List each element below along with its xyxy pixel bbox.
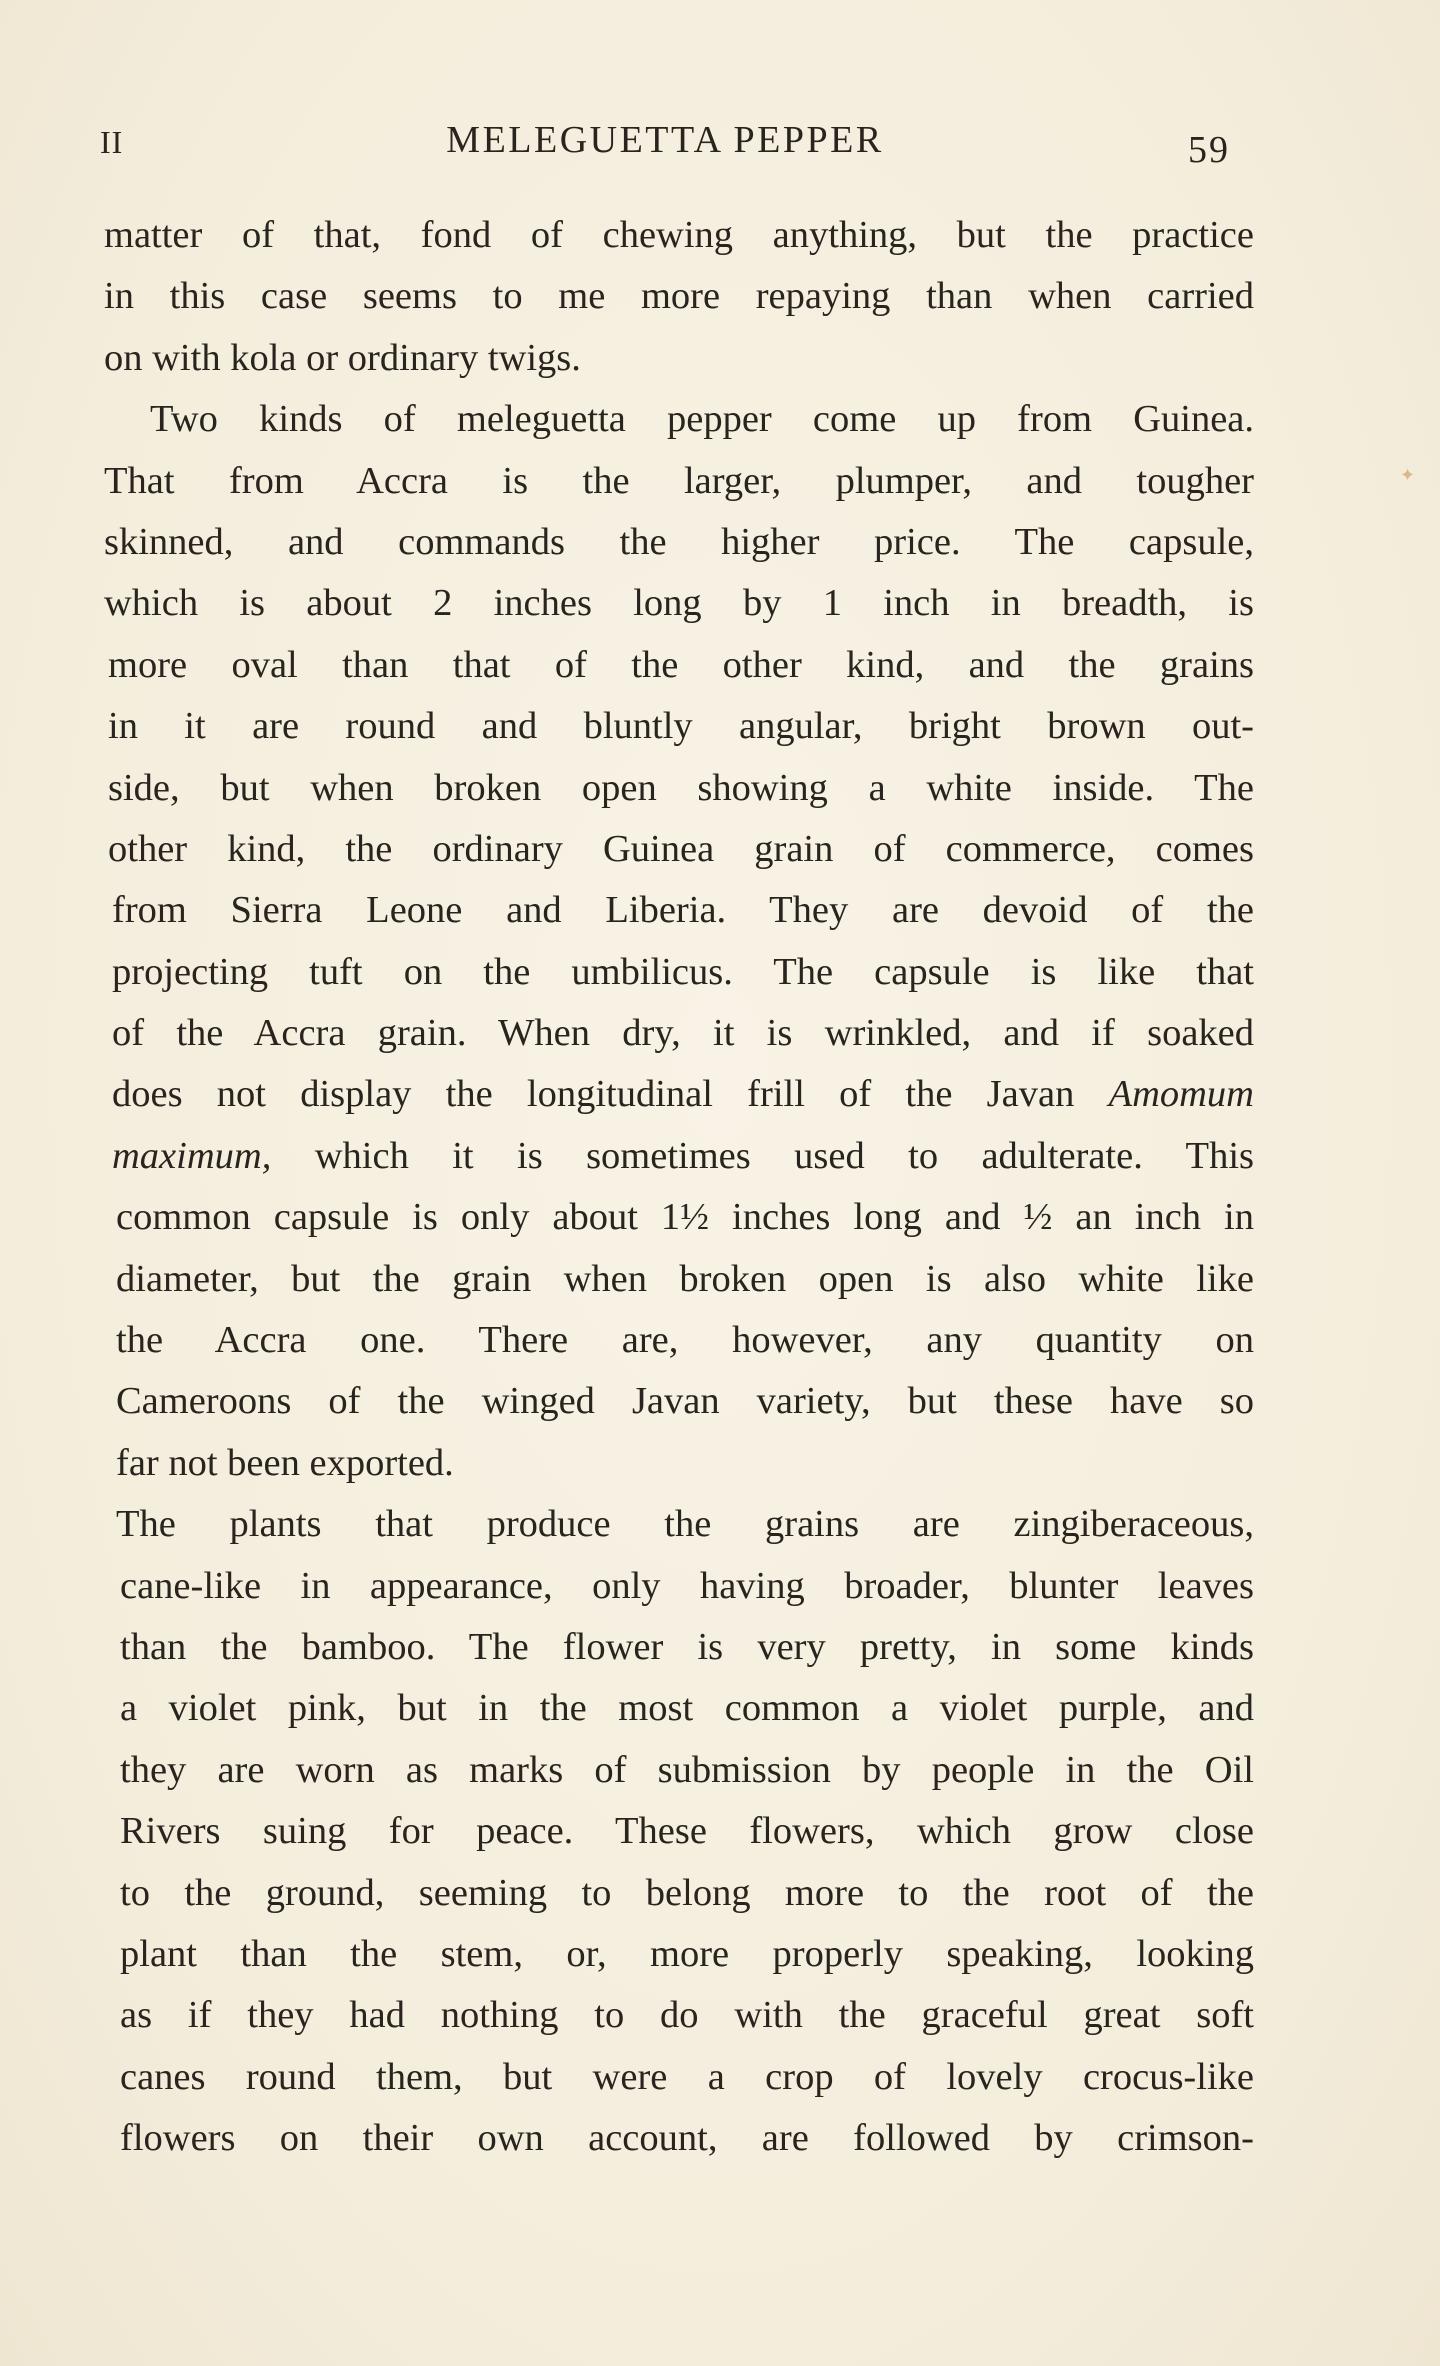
text-line: cane-like in appearance, only having broader, blunter leaves — [120, 1564, 1254, 1607]
text-line: That from Accra is the larger, plumper, and tougher — [104, 459, 1254, 502]
text-line: Cameroons of the winged Javan variety, but these have so — [116, 1380, 1254, 1423]
text-line: on with kola or ordinary twigs. — [104, 336, 581, 379]
text-line: as if they had nothing to do with the graceful great soft — [120, 1994, 1254, 2037]
italic-term: Amomum — [1108, 1073, 1254, 1116]
text-line: from Sierra Leone and Liberia. They are devoid of the — [112, 889, 1254, 932]
text-line: canes round them, but were a crop of lovely crocus-like — [120, 2055, 1254, 2098]
text-line: matter of that, fond of chewing anything, but the practice — [104, 214, 1254, 256]
text-line — [104, 1064, 1254, 1125]
text-line — [104, 1126, 1254, 1187]
paper-speck-mark: ✦ — [1400, 465, 1416, 485]
text-line: Two kinds of meleguetta pepper come up from Guinea. — [150, 398, 1254, 441]
text-segment: which it is sometimes used to adulterate. This — [271, 1134, 1254, 1177]
text-line: projecting tuft on the umbilicus. The capsule is like that — [112, 950, 1254, 993]
text-segment: does not display the longitudinal frill of the Javan — [112, 1073, 1109, 1116]
text-line: Rivers suing for peace. These flowers, which grow close — [120, 1810, 1254, 1853]
text-line: of the Accra grain. When dry, it is wrinkled, and if soaked — [112, 1012, 1254, 1055]
text-line: in this case seems to me more repaying than when carried — [104, 275, 1254, 318]
text-line: a violet pink, but in the most common a violet purple, and — [120, 1687, 1254, 1730]
running-title: MELEGUETTA PEPPER — [446, 119, 884, 161]
text-line: diameter, but the grain when broken open is also white like — [116, 1257, 1254, 1300]
text-line: they are worn as marks of submission by people in the Oil — [120, 1748, 1254, 1791]
text-line: more oval than that of the other kind, and the grains — [108, 643, 1254, 686]
chapter-number: II — [100, 124, 124, 160]
text-line: the Accra one. There are, however, any quantity on — [116, 1319, 1254, 1362]
text-line: far not been exported. — [116, 1441, 454, 1484]
text-line: side, but when broken open showing a white inside. The — [108, 766, 1254, 809]
text-line: which is about 2 inches long by 1 inch in breadth, is — [104, 582, 1254, 625]
text-line: The plants that produce the grains are zingiberaceous, — [116, 1503, 1254, 1546]
text-line: to the ground, seeming to belong more to the root of the — [120, 1871, 1254, 1914]
body-text — [104, 205, 1254, 2170]
text-line: in it are round and bluntly angular, bright brown out- — [108, 705, 1254, 748]
text-line: skinned, and commands the higher price. The capsule, — [104, 520, 1254, 563]
text-line: flowers on their own account, are followed by crimson- — [120, 2117, 1254, 2160]
italic-term: maximum, — [112, 1134, 272, 1177]
text-line: other kind, the ordinary Guinea grain of commerce, comes — [108, 827, 1254, 870]
page-number: 59 — [1188, 129, 1230, 171]
text-line: common capsule is only about 1½ inches long and ½ an inch in — [116, 1196, 1254, 1239]
text-line: plant than the stem, or, more properly speaking, looking — [120, 1932, 1254, 1975]
text-line: than the bamboo. The flower is very pretty, in some kinds — [120, 1625, 1254, 1668]
running-header — [100, 118, 1230, 171]
